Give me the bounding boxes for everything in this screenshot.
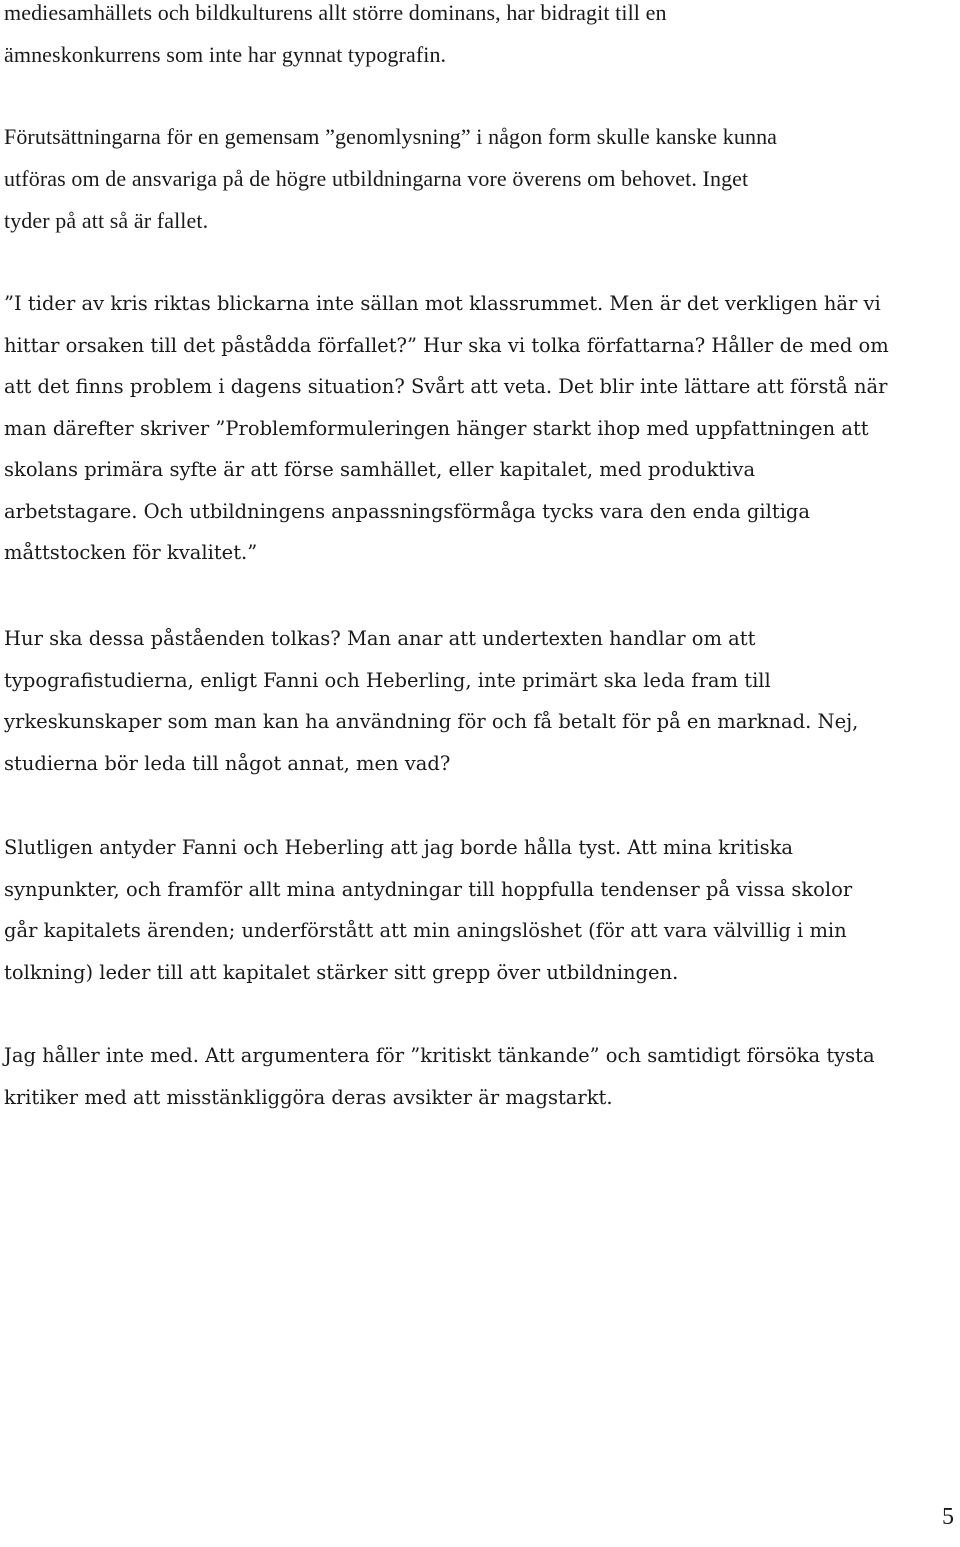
- paragraph-1: [4, 0, 667, 76]
- text-line: Slutligen antyder Fanni och Heberling att jag borde hålla tyst. Att mina kritiska: [4, 836, 794, 859]
- text-line: ämneskonkurrens som inte har gynnat typografin.: [4, 42, 447, 67]
- text-line: skolans primära syfte är att förse samhället, eller kapitalet, med produktiva: [4, 458, 756, 481]
- text-line: måttstocken för kvalitet.”: [4, 541, 258, 564]
- text-line: man därefter skriver ”Problemformuleringen hänger starkt ihop med uppfattningen att: [4, 416, 869, 440]
- text-line: tyder på att så är fallet.: [4, 208, 209, 233]
- paragraph-5: [4, 827, 852, 993]
- paragraph-3: [4, 283, 889, 574]
- text-line: typografistudierna, enligt Fanni och Heberling, inte primärt ska leda fram till: [4, 668, 771, 692]
- text-line: Förutsättningarna för en gemensam ”genomlysning” i någon form skulle kanske kunna: [4, 124, 778, 149]
- text-line: Hur ska dessa påståenden tolkas? Man anar att undertexten handlar om att: [4, 627, 756, 650]
- page-number: 5: [942, 1504, 954, 1530]
- paragraph-6: [4, 1035, 875, 1118]
- paragraph-4: [4, 618, 858, 784]
- text-line: studierna bör leda till något annat, men vad?: [4, 751, 451, 775]
- text-line: utföras om de ansvariga på de högre utbildningarna vore överens om behovet. Inget: [4, 166, 749, 191]
- text-line: att det finns problem i dagens situation? Svårt att veta. Det blir inte lättare att förstå när: [4, 375, 888, 398]
- text-line: kritiker med att misstänkliggöra deras avsikter är magstarkt.: [4, 1085, 613, 1109]
- text-line: arbetstagare. Och utbildningens anpassningsförmåga tycks vara den enda giltiga: [4, 499, 811, 523]
- text-line: hittar orsaken till det påstådda förfallet?” Hur ska vi tolka författarna? Håller de med om: [4, 333, 889, 357]
- text-line: ”I tider av kris riktas blickarna inte sällan mot klassrummet. Men är det verkligen här vi: [4, 292, 881, 315]
- text-line: Jag håller inte med. Att argumentera för ”kritiskt tänkande” och samtidigt försöka tysta: [4, 1044, 875, 1067]
- paragraph-2: [4, 116, 777, 242]
- text-line: yrkeskunskaper som man kan ha användning för och få betalt för på en marknad. Nej,: [4, 710, 859, 733]
- text-line: mediesamhällets och bildkulturens allt större dominans, har bidragit till en: [4, 0, 667, 25]
- text-line: synpunkter, och framför allt mina antydningar till hoppfulla tendenser på vissa skolor: [4, 877, 853, 901]
- text-line: går kapitalets ärenden; underförstått att min aningslöshet (för att vara välvillig i min: [4, 919, 847, 942]
- text-line: tolkning) leder till att kapitalet stärker sitt grepp över utbildningen.: [4, 960, 679, 984]
